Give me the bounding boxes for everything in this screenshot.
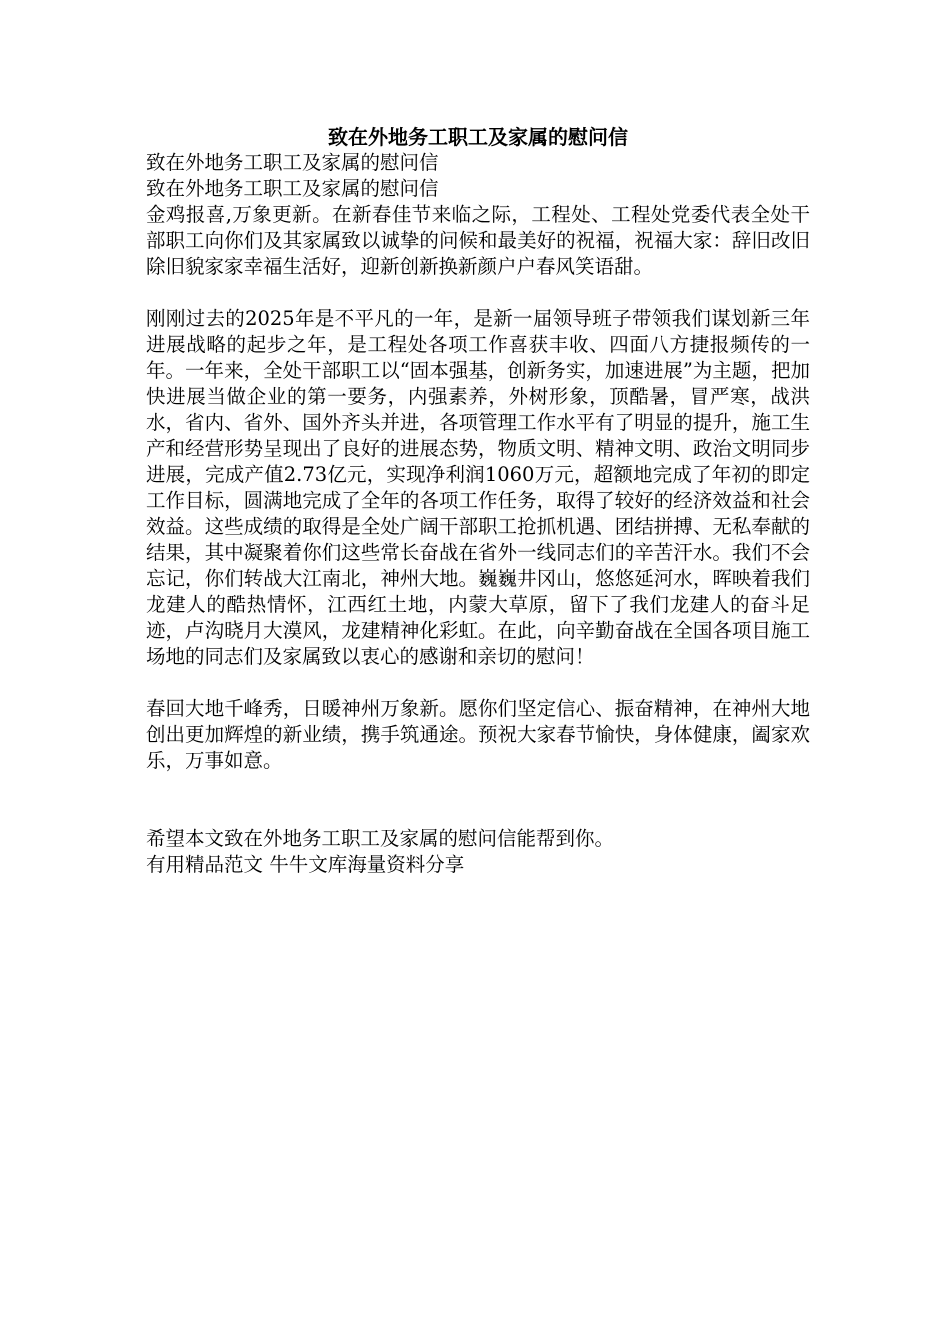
greeting-paragraph: 金鸡报喜,万象更新。在新春佳节来临之际，工程处、工程处党委代表全处干部职工向你们及其家属致以诚挚的问候和最美好的祝福，祝福大家：辞旧改旧除旧貌家家幸福生活好，迎新创新换新颜户户春风笑语甜。 — [146, 203, 810, 278]
wishes-paragraph: 春回大地千峰秀，日暖神州万象新。愿你们坚定信心、振奋精神，在神州大地创出更加辉煌的新业绩，携手筑通途。预祝大家春节愉快，身体健康，阖家欢乐，万事如意。 — [146, 697, 810, 772]
paragraph-spacer — [146, 670, 810, 696]
document-title: 致在外地务工职工及家属的慰问信 — [328, 125, 628, 149]
closing-note: 希望本文致在外地务工职工及家属的慰问信能帮到你。 — [146, 827, 615, 850]
document-subtitle-repeat: 致在外地务工职工及家属的慰问信 — [146, 177, 439, 200]
paragraph-spacer — [146, 280, 810, 306]
paragraph-spacer — [146, 774, 810, 826]
document-subtitle: 致在外地务工职工及家属的慰问信 — [146, 151, 439, 174]
footer-note: 有用精品范文 牛牛文库海量资料分享 — [146, 853, 465, 876]
document-page — [146, 124, 810, 878]
review-paragraph: 刚刚过去的2025年是不平凡的一年，是新一届领导班子带领我们谋划新三年进展战略的起步之年，是工程处各项工作喜获丰收、四面八方捷报频传的一年。一年来，全处干部职工以“固本强基，创新务实，加速进展”为主题，把加快进展当做企业的第一要务，内强素养，外树形象，顶酷暑，冒严寒，战洪水，省内、省外、国外齐头并进，各项管理工作水平有了明显的提升，施工生产和经营形势呈现出了良好的进展态势，物质文明、精神文明、政治文明同步进展，完成产值2.73亿元，实现净利润1060万元，超额地完成了年初的即定工作目标，圆满地完成了全年的各项工作任务，取得了较好的经济效益和社会效益。这些成绩的取得是全处广阔干部职工抢抓机遇、团结拼搏、无私奉献的结果，其中凝聚着你们这些常长奋战在省外一线同志们的辛苦汗水。我们不会忘记，你们转战大江南北，神州大地。巍巍井冈山，悠悠延河水，晖映着我们龙建人的酷热情怀，江西红土地，内蒙大草原，留下了我们龙建人的奋斗足迹，卢沟晓月大漠风，龙建精神化彩虹。在此，向辛勤奋战在全国各项目施工场地的同志们及家属致以衷心的感谢和亲切的慰问！ — [146, 307, 810, 668]
